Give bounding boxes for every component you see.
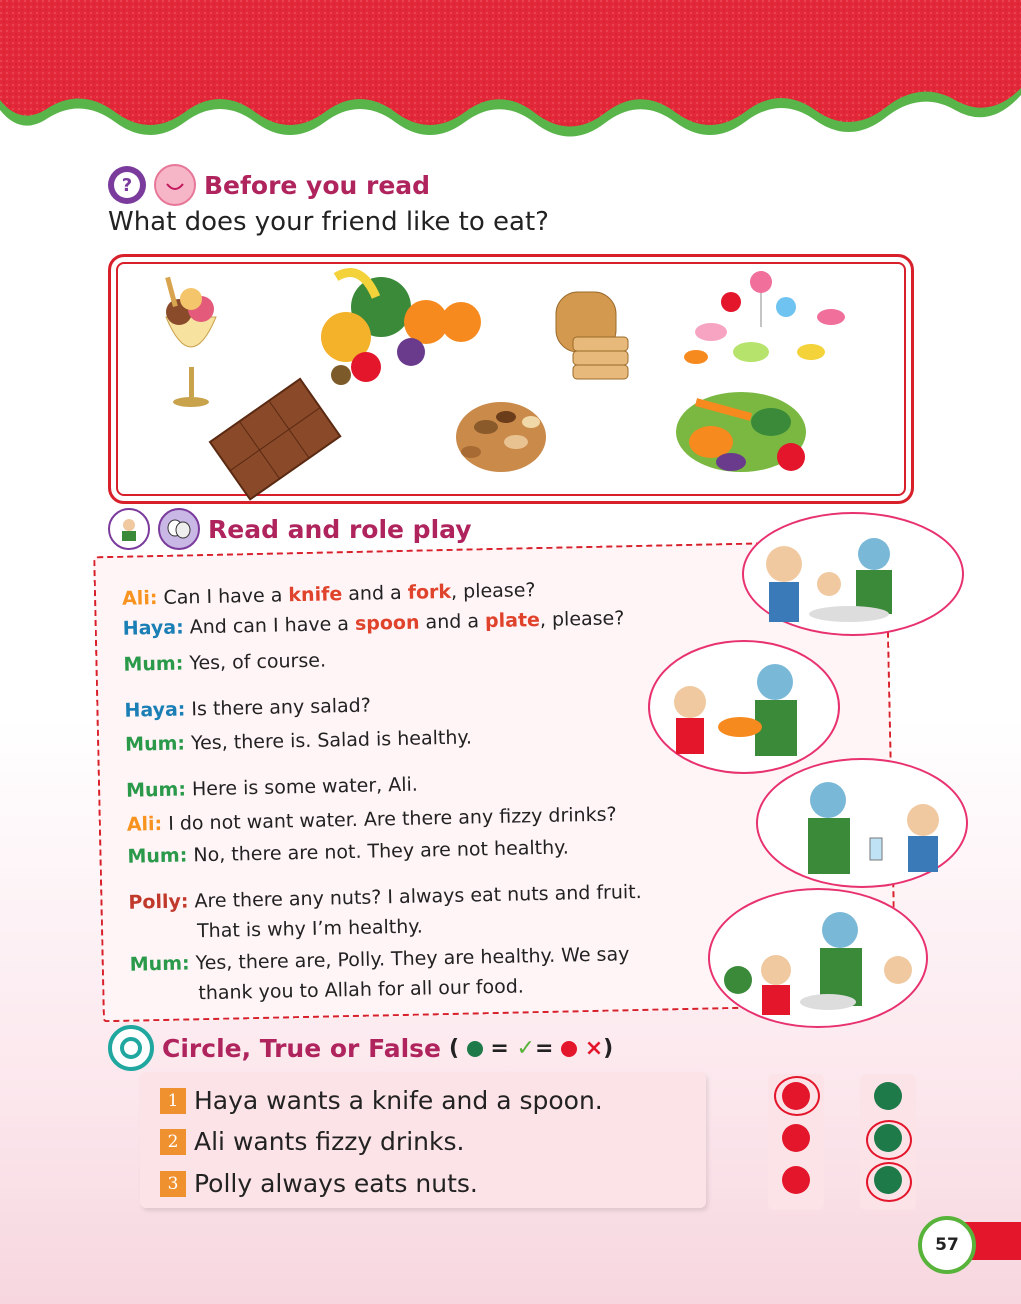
dialogue-text: I do not want water. Are there any fizzy drinks? bbox=[167, 803, 617, 835]
speaker-mum: Mum: bbox=[124, 732, 186, 756]
legend-cross-icon: × bbox=[584, 1035, 604, 1061]
answer-circle-3 bbox=[866, 1162, 912, 1202]
dialogue-text: Yes, there is. Salad is healthy. bbox=[190, 726, 473, 755]
chocolate-bar-image bbox=[210, 379, 340, 499]
legend-equals: = bbox=[534, 1035, 554, 1061]
fruits-image bbox=[321, 273, 481, 386]
item-number: 3 bbox=[160, 1171, 186, 1197]
true-option-1[interactable] bbox=[874, 1082, 902, 1110]
salad-illustration bbox=[648, 640, 840, 774]
nuts-image bbox=[456, 402, 546, 472]
dialogue-line-7 bbox=[127, 803, 617, 835]
legend-paren: ) bbox=[603, 1035, 614, 1061]
water-illustration bbox=[756, 758, 968, 888]
ice-cream-sundae-image bbox=[165, 277, 216, 407]
header-banner bbox=[0, 0, 1021, 150]
dialogue-line-8 bbox=[127, 836, 569, 867]
dialogue-text: That is why I’m healthy. bbox=[196, 915, 424, 943]
dinner-table-illustration bbox=[742, 512, 964, 636]
true-false-item-2 bbox=[160, 1127, 464, 1156]
svg-text:?: ? bbox=[121, 175, 133, 196]
smile-icon bbox=[154, 164, 196, 206]
item-number: 1 bbox=[160, 1088, 186, 1114]
item-number: 2 bbox=[160, 1129, 186, 1155]
dialogue-line-10 bbox=[197, 916, 423, 943]
vegetables-image bbox=[676, 392, 806, 472]
dialogue-line-12 bbox=[198, 975, 524, 1004]
legend-red-dot bbox=[561, 1041, 577, 1057]
answer-circle-1 bbox=[774, 1076, 820, 1116]
speaker-haya: Haya: bbox=[124, 698, 186, 722]
dialogue-line-1 bbox=[122, 579, 536, 610]
question-icon bbox=[108, 166, 146, 204]
dialogue-text: Here is some water, Ali. bbox=[191, 773, 419, 801]
before-you-read-heading bbox=[108, 164, 430, 206]
before-you-read-title: Before you read bbox=[204, 170, 431, 200]
item-text: Polly always eats nuts. bbox=[194, 1169, 478, 1198]
keyword-knife: knife bbox=[288, 583, 343, 607]
dialogue-text: Yes, there are, Polly. They are healthy. We say bbox=[195, 943, 630, 975]
item-text: Haya wants a knife and a spoon. bbox=[194, 1086, 603, 1115]
dialogue-text: and a bbox=[419, 610, 486, 634]
legend-green-dot bbox=[467, 1041, 483, 1057]
dialogue-text: Yes, of course. bbox=[189, 649, 327, 675]
dialogue-line-11 bbox=[130, 943, 630, 975]
keyword-fork: fork bbox=[407, 580, 452, 604]
dialogue-text: and a bbox=[342, 581, 408, 606]
legend-equals: = bbox=[490, 1035, 509, 1061]
speaker-polly: Polly: bbox=[128, 890, 189, 914]
dialogue-text: Is there any salad? bbox=[191, 694, 372, 721]
food-illustrations bbox=[111, 257, 911, 501]
false-option-3[interactable] bbox=[782, 1166, 810, 1194]
dialogue-text: No, there are not. They are not healthy. bbox=[193, 836, 569, 867]
reader-icon bbox=[108, 508, 150, 550]
false-option-2[interactable] bbox=[782, 1124, 810, 1152]
true-false-heading bbox=[108, 1025, 613, 1071]
bread-image bbox=[556, 292, 628, 379]
dialogue-line-6 bbox=[126, 774, 418, 802]
dialogue-text: Can I have a bbox=[163, 584, 289, 609]
food-picture-box bbox=[108, 254, 914, 504]
masks-icon bbox=[158, 508, 200, 550]
speaker-ali: Ali: bbox=[126, 812, 163, 836]
speaker-ali: Ali: bbox=[121, 587, 158, 610]
target-icon bbox=[108, 1025, 154, 1071]
true-false-legend bbox=[449, 1036, 613, 1061]
read-and-role-play-heading bbox=[108, 508, 472, 550]
item-text: Ali wants fizzy drinks. bbox=[194, 1127, 465, 1156]
speaker-mum: Mum: bbox=[129, 952, 190, 976]
speaker-haya: Haya: bbox=[122, 616, 184, 640]
dialogue-text: Are there any nuts? I always eat nuts and fruit. bbox=[194, 880, 642, 913]
speaker-mum: Mum: bbox=[123, 652, 184, 676]
legend-paren: ( bbox=[448, 1035, 460, 1061]
dialogue-line-5 bbox=[125, 726, 472, 755]
legend-check-icon: ✓ bbox=[516, 1035, 535, 1061]
dialogue-line-4 bbox=[124, 695, 371, 722]
true-false-item-3 bbox=[160, 1169, 478, 1198]
keyword-spoon: spoon bbox=[354, 611, 420, 635]
dialogue-line-9 bbox=[128, 881, 642, 914]
nuts-sharing-illustration bbox=[708, 888, 928, 1028]
read-and-role-play-title: Read and role play bbox=[208, 514, 472, 544]
page-number: 57 bbox=[918, 1216, 976, 1274]
dialogue-text: , please? bbox=[450, 579, 536, 603]
true-false-title: Circle, True or False bbox=[162, 1033, 441, 1063]
true-false-item-1 bbox=[160, 1086, 603, 1115]
dialogue-line-3 bbox=[123, 650, 326, 676]
dialogue-text: And can I have a bbox=[189, 612, 356, 639]
dialogue-text: , please? bbox=[539, 607, 625, 632]
candies-image bbox=[684, 271, 845, 364]
before-you-read-question: What does your friend like to eat? bbox=[108, 207, 549, 237]
dialogue-text: thank you to Allah for all our food. bbox=[198, 975, 525, 1005]
dialogue-line-2 bbox=[122, 607, 624, 640]
speaker-mum: Mum: bbox=[127, 844, 188, 868]
keyword-plate: plate bbox=[484, 609, 541, 633]
answer-circle-2 bbox=[866, 1120, 912, 1160]
speaker-mum: Mum: bbox=[125, 778, 187, 802]
